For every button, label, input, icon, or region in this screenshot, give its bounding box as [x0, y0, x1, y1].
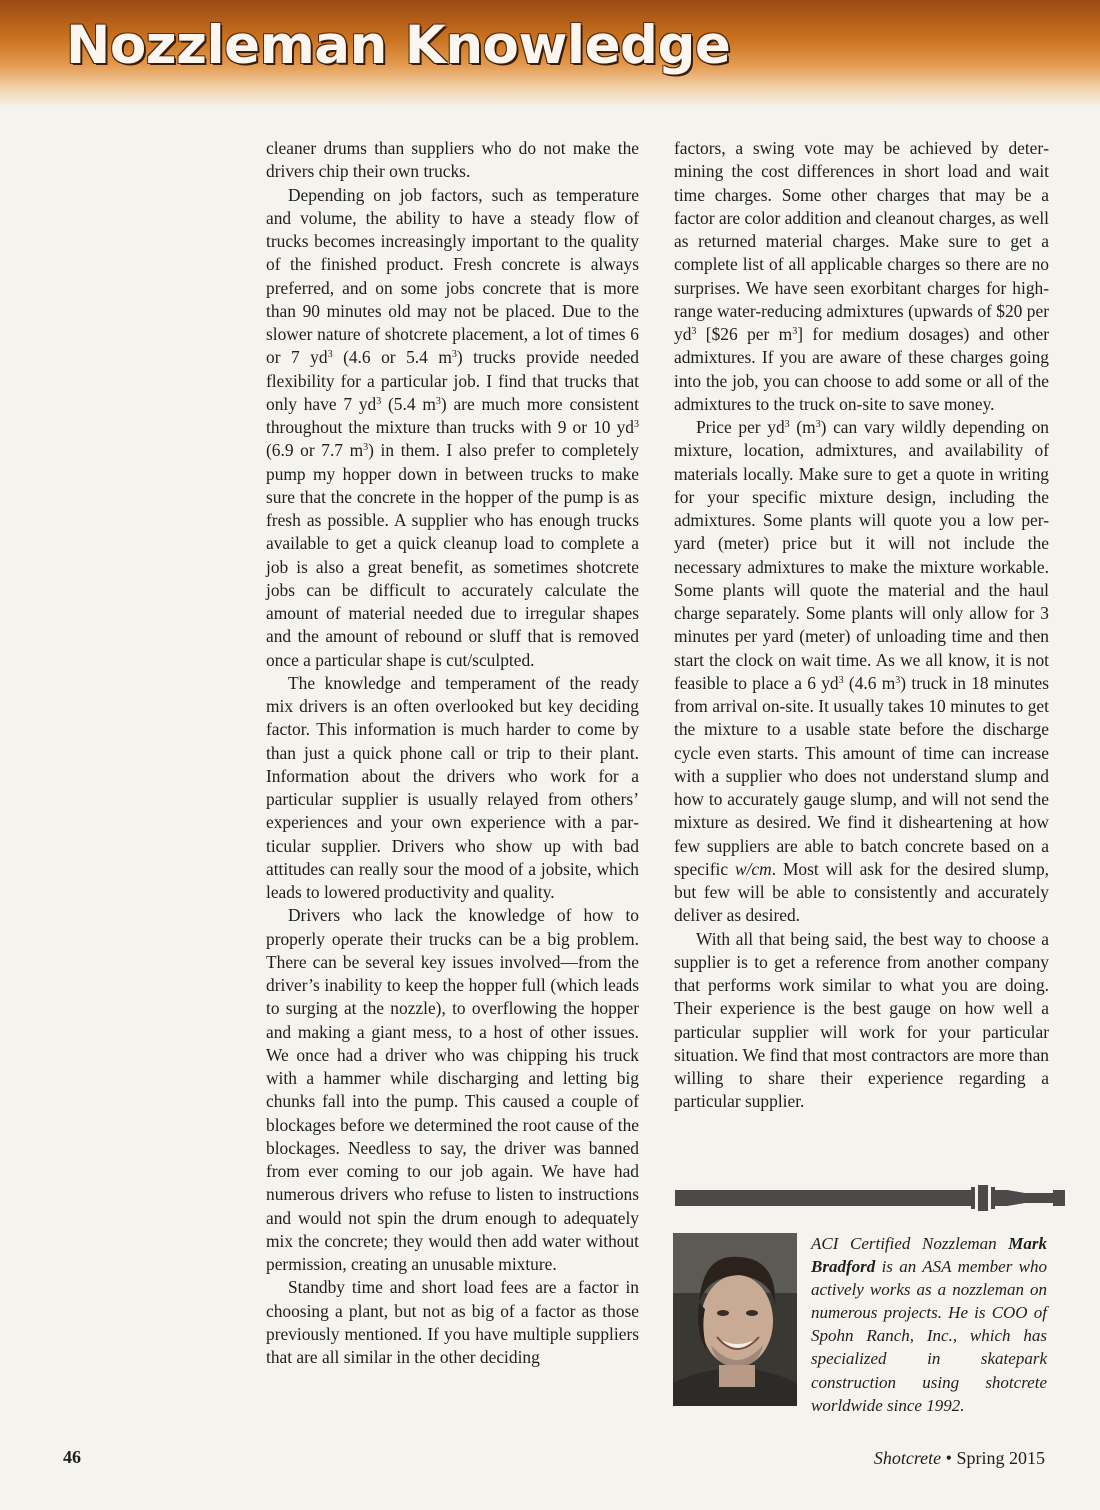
bio-rest: is an ASA member who actively works as a nozzleman on numerous projects. He is COO of Spohn Ranch, Inc., which has specialized in skatepark construction using shotcrete worldwide since 1992. — [811, 1257, 1047, 1415]
paragraph: The knowledge and temperament of the ready mix drivers is an often overlooked but key deciding factor. This information is much harder to come by than just a quick phone call or trip to their plant. Information about the drivers who work for a particular supplier is usually relayed from others’ experiences and your own experience with a particular supplier. Drivers who show up with bad attitudes can really sour the mood of a jobsite, which leads to lowered productivity and quality. — [266, 672, 639, 902]
section-title: Nozzleman Knowledge — [66, 15, 731, 76]
paragraph: Standby time and short load fees are a factor in choosing a plant, but not as big of a factor as those previously mentioned. If you have multiple suppliers that are all similar in the other deciding — [266, 1277, 639, 1367]
paragraph: Price per $yd^3$ $(m^3)$ can vary wildly depending on mixture, location, admixtures, and availability of materials locally. Make sure to get a quote in writing for your specific mixture design, including the admixtures. Some plants will quote you a low per-yard (meter) price but it will not include the necessary admixtures to make the mixture workable. Some plants will quote the material and the haul charge separately. Some plants will only allow for 3 minutes per yard (meter) of unloading time and then start the clock on wait time. As we all know, it is not feasible to place a 6 $yd^3$ (4.6 $m^3$) truck in 18 minutes from arrival on-site. It usually takes 10 minutes to get the mixture to a usable state before the discharge cycle even starts. This amount of time can increase with a supplier who does not understand slump and how to accurately gauge slump, and will not send the mixture as desired. We find it disheartening at how few suppliers are able to batch concrete based on a specific w/cm. Most will ask for the desired slump, but few will be able to consistently and accurately deliver as desired. — [674, 417, 1049, 926]
paragraph: cleaner drums than suppliers who do not make the drivers chip their own trucks. — [266, 138, 639, 182]
footer-separator: • — [941, 1448, 957, 1468]
bio-lead: ACI Certified Nozzleman — [811, 1234, 1009, 1253]
paragraph: With all that being said, the best way to choose a supplier is to get a reference from another company that performs work similar to what you are doing. Their experience is the best gauge on how well a particular supplier will work for your particular situation. We find that most contractors are more than willing to share their experience regarding a particular supplier. — [674, 928, 1049, 1112]
author-bio — [811, 1232, 1047, 1417]
nozzle-divider-graphic — [675, 1185, 1065, 1211]
page-header-band — [0, 0, 1100, 108]
author-photo — [673, 1233, 797, 1406]
magazine-name: Shotcrete — [873, 1448, 942, 1468]
article-column-right — [674, 137, 1049, 1114]
author-name: Mark Bradford — [811, 1234, 1047, 1277]
paragraph: factors, a swing vote may be achieved by determining the cost differences in short load and wait time charges. Some other charges that may be a factor are color addition and cleanout charges, as well as returned material charges. Make sure to get a complete list of all applicable charges so there are no surprises. We have seen exorbitant charges for high-range water-reducing admixtures (upwards of $20 per $yd^3$ [$26 per $m^3$] for medium dosages) and other admixtures. If you are aware of these charges going into the job, you can choose to add some or all of the admixtures to the truck on-site to save money. — [674, 138, 1049, 414]
article-column-left — [266, 137, 639, 1369]
issue-date: Spring 2015 — [956, 1448, 1045, 1468]
paragraph: Depending on job factors, such as temperature and volume, the ability to have a steady flow of trucks becomes increasingly important to the quality of the finished product. Fresh concrete is always preferred, and on some jobs concrete that is more than 90 minutes old may not be placed. Due to the slower nature of shotcrete placement, a lot of times 6 or 7 $yd^3$ (4.6 or 5.4 $m^3$) trucks provide needed flexibility for a particular job. I find that trucks that only have 7 $yd^3$ (5.4 $m^3$) are much more consistent throughout the mixture than trucks with 9 or 10 $yd^3$ (6.9 or 7.7 $m^3$) in them. I also prefer to completely pump my hopper down in between trucks to make sure that the concrete in the hopper of the pump is as fresh as possible. A supplier who has enough trucks available to get a quick cleanup load to complete a job is also a great benefit, as sometimes shotcrete jobs can be difficult to accurately calculate the amount of material needed due to irregular shapes and the amount of rebound or sluff that is removed once a particular shape is cut/sculpted. — [266, 184, 639, 670]
footer-issue-info — [874, 1448, 1045, 1469]
paragraph: Drivers who lack the knowledge of how to properly operate their trucks can be a big problem. There can be several key issues involved—from the driver’s inability to keep the hopper full (which leads to surging at the nozzle), to overflowing the hopper and making a giant mess, to a host of other issues. We once had a driver who was chipping his truck with a hammer while discharging and letting big chunks fall into the pump. This caused a couple of blockages before we determined the root cause of the blockages. Needless to say, the driver was banned from ever coming to our job again. We have had numerous drivers who refuse to listen to instructions and would not spin the drum enough to adequately mix the concrete; they would then add water without permission, creating an unusable mixture. — [266, 905, 639, 1274]
page-number: 46 — [63, 1447, 81, 1467]
